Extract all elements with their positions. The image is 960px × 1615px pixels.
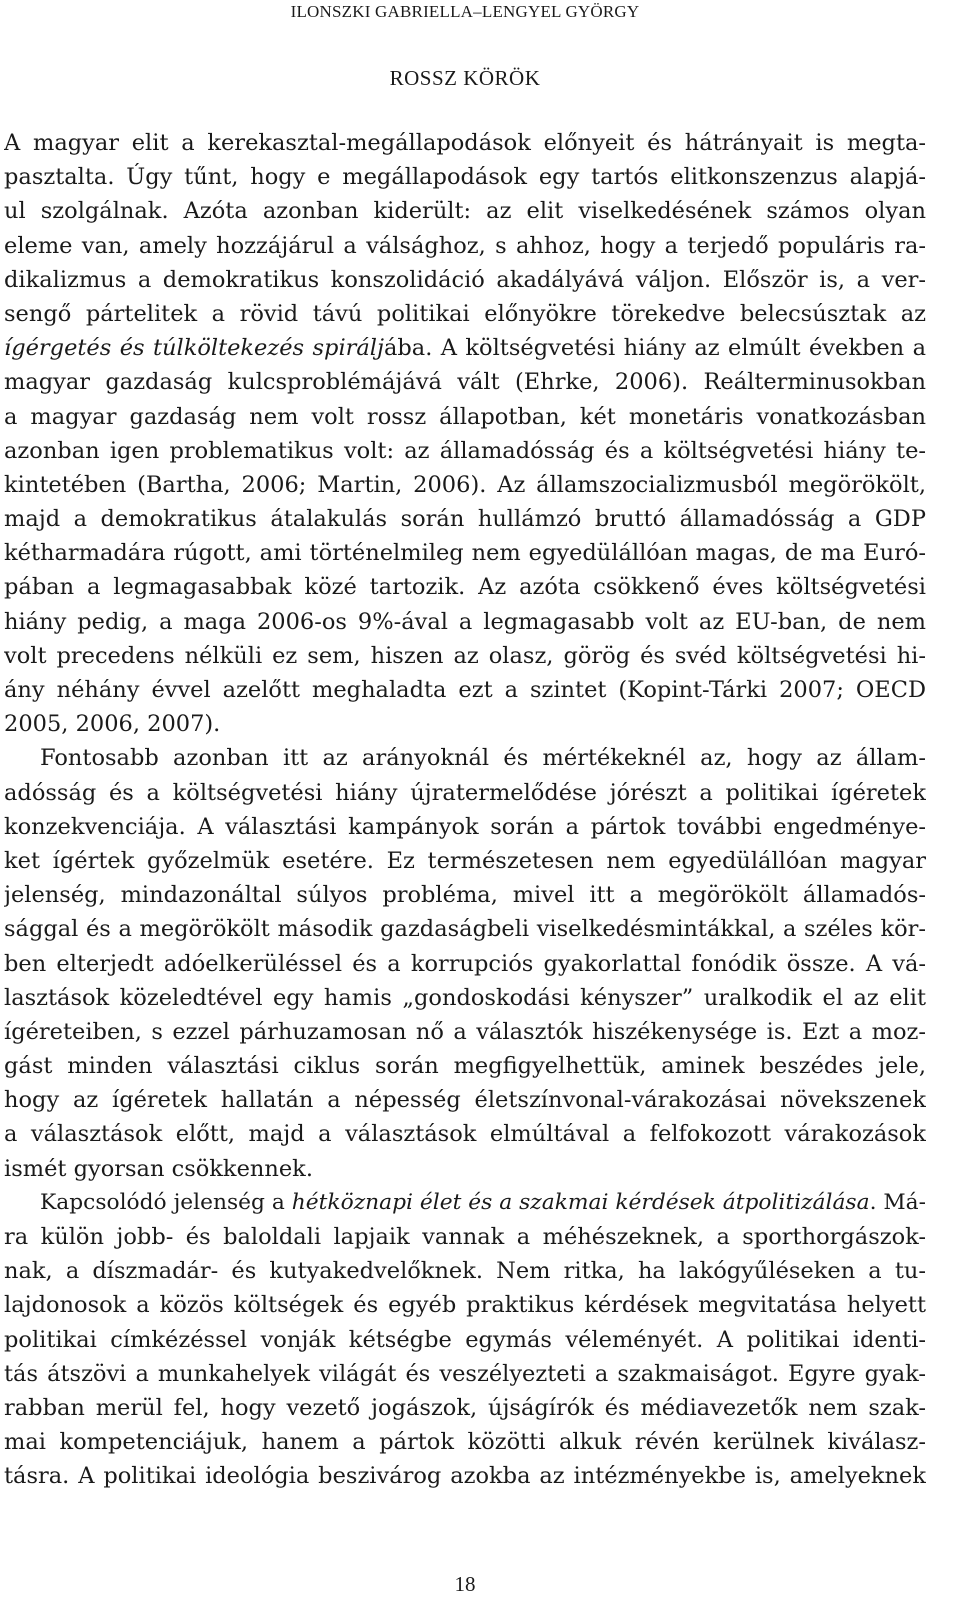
chapter-title: ROSSZ KÖRÖK	[389, 66, 541, 90]
text-line: rabban merül fel, hogy vezető jogászok, újságírók és médiavezetők nem szak-	[4, 1394, 926, 1421]
text-line: adósság és a költségvetési hiány újratermelődése jórészt a politikai ígéretek	[4, 779, 926, 806]
body-text	[4, 126, 926, 1494]
text-line: Fontosabb azonban itt az arányoknál és mértékeknél az, hogy az állam-	[40, 745, 926, 772]
text-line: gást minden választási ciklus során megfigyelhettük, aminek beszédes jele,	[4, 1053, 926, 1080]
text-line: pasztalta. Úgy tűnt, hogy e megállapodások egy tartós elitkonszenzus alapjá-	[4, 164, 926, 191]
text-line: eleme van, amely hozzájárul a válsághoz, s ahhoz, hogy a terjedő populáris ra-	[4, 232, 926, 259]
text-line: tásra. A politikai ideológia beszivárog azokba az intézményekbe is, amelyeknek	[4, 1463, 926, 1490]
text-line: hiány pedig, a maga 2006-os 9%-ával a legmagasabb volt az EU-ban, de nem	[4, 608, 926, 635]
text-line: ul szolgálnak. Azóta azonban kiderült: az elit viselkedésének számos olyan	[4, 198, 926, 225]
text-line: ket ígértek győzelmük esetére. Ez természetesen nem egyedülállóan magyar	[4, 847, 926, 874]
text-line: lasztások közeledtével egy hamis „gondoskodási kényszer” uralkodik el az elit	[4, 984, 926, 1011]
text-line: Kapcsolódó jelenség a hétköznapi élet és a szakmai kérdések átpolitizálása. Má-	[40, 1189, 926, 1215]
text-line: ben elterjedt adóelkerüléssel és a korrupciós gyakorlattal fonódik össze. A vá-	[4, 950, 926, 977]
page-number: 18	[454, 1572, 476, 1596]
text-line: ígérgetés és túlköltekezés spiráljába. A költségvetési hiány az elmúlt években a	[4, 335, 926, 362]
text-line: tás átszövi a munkahelyek világát és veszélyezteti a szakmaiságot. Egyre gyak-	[4, 1360, 926, 1387]
text-line: dikalizmus a demokratikus konszolidáció akadályává váljon. Először is, a ver-	[4, 266, 926, 293]
running-head: ILONSZKI GABRIELLA–LENGYEL GYÖRGY	[290, 2, 640, 21]
text-line: konzekvenciája. A választási kampányok során a pártok további engedménye-	[4, 813, 926, 840]
text-line: azonban igen problematikus volt: az államadósság és a költségvetési hiány te-	[4, 437, 926, 464]
text-line: sengő pártelitek a rövid távú politikai előnyökre törekedve belecsúsztak az	[4, 300, 926, 327]
text-line: ány néhány évvel azelőtt meghaladta ezt a szintet (Kopint-Tárki 2007; OECD	[4, 677, 926, 703]
text-line: lajdonosok a közös költségek és egyéb praktikus kérdések megvitatása helyett	[4, 1292, 926, 1319]
text-line: nak, a díszmadár- és kutyakedvelőknek. Nem ritka, ha lakógyűléseken a tu-	[4, 1258, 926, 1285]
text-line: ismét gyorsan csökkennek.	[4, 1155, 313, 1182]
text-line: pában a legmagasabbak közé tartozik. Az azóta csökkenő éves költségvetési	[4, 574, 926, 601]
text-line: A magyar elit a kerekasztal-megállapodások előnyeit és hátrányait is megta-	[4, 130, 926, 156]
text-line: hogy az ígéretek hallatán a népesség életszínvonal-várakozásai növekszenek	[4, 1087, 926, 1114]
text-line: kétharmadára rúgott, ami történelmileg nem egyedülállóan magas, de ma Euró-	[4, 540, 926, 567]
text-line: a választások előtt, majd a választások elmúltával a felfokozott várakozások	[4, 1121, 926, 1148]
text-line: ígéreteiben, s ezzel párhuzamosan nő a választók hiszékenysége is. Ezt a moz-	[4, 1018, 926, 1045]
emphasis: hétköznapi élet és a szakmai kérdések átpolitizálása	[291, 1189, 870, 1215]
text-line: sággal és a megörökölt második gazdaságbeli viselkedésmintákkal, a széles kör-	[4, 916, 926, 943]
text-line: magyar gazdaság kulcsproblémájává vált (Ehrke, 2006). Reálterminusokban	[4, 369, 926, 396]
text-line: majd a demokratikus átalakulás során hullámzó bruttó államadósság a GDP	[4, 506, 926, 533]
text-line: jelenség, mindazonáltal súlyos probléma, mivel itt a megörökölt államadós-	[4, 882, 926, 909]
text-line: politikai címkézéssel vonják kétségbe egymás véleményét. A politikai identi-	[4, 1326, 926, 1353]
text-line: volt precedens nélküli ez sem, hiszen az olasz, görög és svéd költségvetési hi-	[4, 642, 926, 669]
text-line: mai kompetenciájuk, hanem a pártok közötti alkuk révén kerülnek kiválasz-	[4, 1429, 926, 1456]
text-line: a magyar gazdaság nem volt rossz állapotban, két monetáris vonatkozásban	[4, 403, 926, 430]
text-line: ra külön jobb- és baloldali lapjaik vannak a méhészeknek, a sporthorgászok-	[4, 1224, 926, 1250]
text-line: kintetében (Bartha, 2006; Martin, 2006). Az államszocializmusból megörökölt,	[4, 471, 926, 498]
emphasis: ígérgetés és túlköltekezés spirálj	[4, 335, 384, 362]
text-line: 2005, 2006, 2007).	[4, 711, 221, 738]
